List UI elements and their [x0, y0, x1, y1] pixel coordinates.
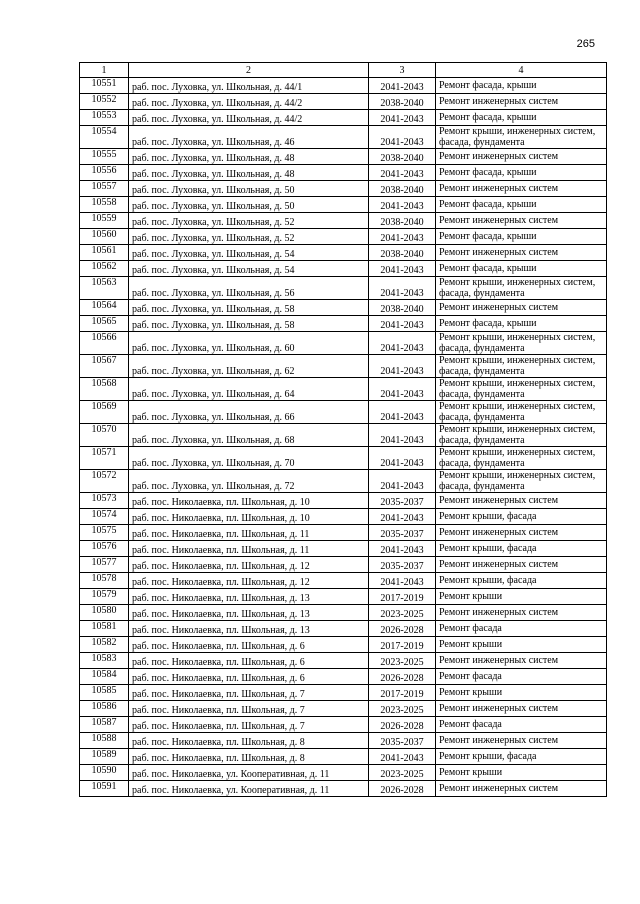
cell-work-type: Ремонт инженерных систем — [436, 701, 607, 717]
table-row — [80, 149, 607, 165]
cell-address: раб. пос. Николаевка, пл. Школьная, д. 8 — [129, 749, 369, 765]
table-row — [80, 765, 607, 781]
cell-period: 2041-2043 — [369, 378, 436, 401]
table-body — [80, 78, 607, 797]
cell-row-number: 10552 — [80, 94, 129, 110]
cell-work-type: Ремонт инженерных систем — [436, 245, 607, 261]
cell-row-number: 10554 — [80, 126, 129, 149]
table-row — [80, 245, 607, 261]
cell-period: 2041-2043 — [369, 509, 436, 525]
cell-address: раб. пос. Николаевка, пл. Школьная, д. 6 — [129, 637, 369, 653]
cell-period: 2041-2043 — [369, 110, 436, 126]
cell-row-number: 10580 — [80, 605, 129, 621]
cell-row-number: 10589 — [80, 749, 129, 765]
cell-address: раб. пос. Луховка, ул. Школьная, д. 50 — [129, 181, 369, 197]
cell-work-type: Ремонт крыши, фасада — [436, 573, 607, 589]
cell-address: раб. пос. Николаевка, пл. Школьная, д. 10 — [129, 493, 369, 509]
cell-work-type: Ремонт инженерных систем — [436, 94, 607, 110]
cell-period: 2038-2040 — [369, 94, 436, 110]
table-row — [80, 229, 607, 245]
cell-period: 2026-2028 — [369, 669, 436, 685]
cell-period: 2035-2037 — [369, 493, 436, 509]
cell-row-number: 10591 — [80, 781, 129, 797]
cell-period: 2041-2043 — [369, 78, 436, 94]
cell-row-number: 10567 — [80, 355, 129, 378]
cell-address: раб. пос. Луховка, ул. Школьная, д. 48 — [129, 149, 369, 165]
cell-period: 2041-2043 — [369, 470, 436, 493]
cell-period: 2041-2043 — [369, 316, 436, 332]
cell-work-type: Ремонт крыши, фасада — [436, 541, 607, 557]
cell-row-number: 10551 — [80, 78, 129, 94]
table-row — [80, 637, 607, 653]
table-row — [80, 701, 607, 717]
cell-period: 2041-2043 — [369, 332, 436, 355]
cell-work-type: Ремонт крыши, инженерных систем, фасада, фундамента — [436, 126, 607, 149]
cell-row-number: 10578 — [80, 573, 129, 589]
cell-address: раб. пос. Луховка, ул. Школьная, д. 52 — [129, 213, 369, 229]
cell-work-type: Ремонт инженерных систем — [436, 653, 607, 669]
cell-address: раб. пос. Николаевка, пл. Школьная, д. 12 — [129, 573, 369, 589]
table-row — [80, 447, 607, 470]
table-row — [80, 717, 607, 733]
cell-work-type: Ремонт крыши, инженерных систем, фасада, фундамента — [436, 401, 607, 424]
table-row — [80, 557, 607, 573]
cell-row-number: 10584 — [80, 669, 129, 685]
table-row — [80, 355, 607, 378]
cell-address: раб. пос. Луховка, ул. Школьная, д. 70 — [129, 447, 369, 470]
cell-address: раб. пос. Николаевка, пл. Школьная, д. 13 — [129, 589, 369, 605]
cell-work-type: Ремонт инженерных систем — [436, 525, 607, 541]
cell-work-type: Ремонт фасада, крыши — [436, 110, 607, 126]
cell-row-number: 10558 — [80, 197, 129, 213]
cell-period: 2017-2019 — [369, 637, 436, 653]
cell-row-number: 10588 — [80, 733, 129, 749]
table-row — [80, 605, 607, 621]
cell-work-type: Ремонт крыши, инженерных систем, фасада, фундамента — [436, 332, 607, 355]
cell-address: раб. пос. Луховка, ул. Школьная, д. 58 — [129, 300, 369, 316]
cell-row-number: 10556 — [80, 165, 129, 181]
cell-address: раб. пос. Николаевка, пл. Школьная, д. 13 — [129, 621, 369, 637]
cell-row-number: 10565 — [80, 316, 129, 332]
cell-period: 2038-2040 — [369, 181, 436, 197]
cell-work-type: Ремонт инженерных систем — [436, 213, 607, 229]
repair-schedule-table — [79, 62, 607, 797]
table-row — [80, 110, 607, 126]
cell-work-type: Ремонт крыши — [436, 637, 607, 653]
table-row — [80, 261, 607, 277]
cell-period: 2035-2037 — [369, 733, 436, 749]
cell-work-type: Ремонт фасада — [436, 717, 607, 733]
cell-row-number: 10572 — [80, 470, 129, 493]
cell-work-type: Ремонт инженерных систем — [436, 181, 607, 197]
cell-period: 2041-2043 — [369, 447, 436, 470]
cell-work-type: Ремонт фасада, крыши — [436, 78, 607, 94]
table-row — [80, 541, 607, 557]
column-header-3: 3 — [369, 63, 436, 78]
cell-period: 2026-2028 — [369, 781, 436, 797]
cell-work-type: Ремонт инженерных систем — [436, 300, 607, 316]
table-row — [80, 277, 607, 300]
table-row — [80, 94, 607, 110]
cell-address: раб. пос. Луховка, ул. Школьная, д. 44/1 — [129, 78, 369, 94]
cell-row-number: 10574 — [80, 509, 129, 525]
cell-row-number: 10555 — [80, 149, 129, 165]
table-row — [80, 181, 607, 197]
cell-row-number: 10575 — [80, 525, 129, 541]
cell-row-number: 10566 — [80, 332, 129, 355]
cell-work-type: Ремонт фасада, крыши — [436, 197, 607, 213]
cell-period: 2041-2043 — [369, 165, 436, 181]
cell-work-type: Ремонт крыши — [436, 589, 607, 605]
table-row — [80, 316, 607, 332]
column-header-1: 1 — [80, 63, 129, 78]
column-header-4: 4 — [436, 63, 607, 78]
cell-address: раб. пос. Луховка, ул. Школьная, д. 44/2 — [129, 110, 369, 126]
column-header-2: 2 — [129, 63, 369, 78]
table-row — [80, 213, 607, 229]
cell-row-number: 10553 — [80, 110, 129, 126]
table-row — [80, 493, 607, 509]
table-row — [80, 589, 607, 605]
cell-period: 2041-2043 — [369, 197, 436, 213]
cell-period: 2017-2019 — [369, 685, 436, 701]
table-row — [80, 332, 607, 355]
table-row — [80, 197, 607, 213]
cell-row-number: 10560 — [80, 229, 129, 245]
cell-work-type: Ремонт крыши, инженерных систем, фасада, фундамента — [436, 355, 607, 378]
cell-address: раб. пос. Луховка, ул. Школьная, д. 44/2 — [129, 94, 369, 110]
cell-work-type: Ремонт крыши, инженерных систем, фасада, фундамента — [436, 378, 607, 401]
table-row — [80, 669, 607, 685]
cell-period: 2041-2043 — [369, 749, 436, 765]
cell-address: раб. пос. Николаевка, пл. Школьная, д. 11 — [129, 525, 369, 541]
cell-work-type: Ремонт крыши, фасада — [436, 749, 607, 765]
cell-address: раб. пос. Луховка, ул. Школьная, д. 68 — [129, 424, 369, 447]
table-row — [80, 653, 607, 669]
cell-work-type: Ремонт фасада, крыши — [436, 261, 607, 277]
cell-period: 2023-2025 — [369, 765, 436, 781]
cell-row-number: 10561 — [80, 245, 129, 261]
cell-address: раб. пос. Луховка, ул. Школьная, д. 54 — [129, 261, 369, 277]
cell-period: 2026-2028 — [369, 621, 436, 637]
cell-address: раб. пос. Луховка, ул. Школьная, д. 46 — [129, 126, 369, 149]
cell-work-type: Ремонт крыши — [436, 765, 607, 781]
cell-row-number: 10564 — [80, 300, 129, 316]
cell-row-number: 10570 — [80, 424, 129, 447]
table-row — [80, 378, 607, 401]
cell-address: раб. пос. Луховка, ул. Школьная, д. 56 — [129, 277, 369, 300]
cell-address: раб. пос. Луховка, ул. Школьная, д. 48 — [129, 165, 369, 181]
cell-row-number: 10563 — [80, 277, 129, 300]
table-header — [80, 63, 607, 78]
cell-work-type: Ремонт крыши, инженерных систем, фасада, фундамента — [436, 424, 607, 447]
cell-row-number: 10579 — [80, 589, 129, 605]
cell-address: раб. пос. Луховка, ул. Школьная, д. 58 — [129, 316, 369, 332]
cell-row-number: 10590 — [80, 765, 129, 781]
cell-period: 2041-2043 — [369, 277, 436, 300]
cell-work-type: Ремонт фасада, крыши — [436, 165, 607, 181]
cell-period: 2041-2043 — [369, 401, 436, 424]
cell-address: раб. пос. Луховка, ул. Школьная, д. 64 — [129, 378, 369, 401]
cell-address: раб. пос. Луховка, ул. Школьная, д. 62 — [129, 355, 369, 378]
cell-period: 2041-2043 — [369, 424, 436, 447]
cell-period: 2038-2040 — [369, 245, 436, 261]
cell-row-number: 10562 — [80, 261, 129, 277]
cell-address: раб. пос. Николаевка, пл. Школьная, д. 11 — [129, 541, 369, 557]
cell-period: 2038-2040 — [369, 213, 436, 229]
cell-period: 2041-2043 — [369, 573, 436, 589]
cell-address: раб. пос. Николаевка, пл. Школьная, д. 13 — [129, 605, 369, 621]
table-row — [80, 749, 607, 765]
cell-address: раб. пос. Николаевка, пл. Школьная, д. 12 — [129, 557, 369, 573]
cell-work-type: Ремонт фасада — [436, 621, 607, 637]
table-row — [80, 78, 607, 94]
cell-address: раб. пос. Николаевка, пл. Школьная, д. 7 — [129, 685, 369, 701]
cell-row-number: 10583 — [80, 653, 129, 669]
cell-row-number: 10581 — [80, 621, 129, 637]
cell-row-number: 10571 — [80, 447, 129, 470]
cell-period: 2023-2025 — [369, 701, 436, 717]
table-row — [80, 733, 607, 749]
table-row — [80, 401, 607, 424]
cell-work-type: Ремонт инженерных систем — [436, 493, 607, 509]
table-row — [80, 165, 607, 181]
cell-period: 2041-2043 — [369, 261, 436, 277]
cell-work-type: Ремонт фасада, крыши — [436, 229, 607, 245]
page-number: 265 — [576, 38, 595, 50]
cell-address: раб. пос. Николаевка, пл. Школьная, д. 7 — [129, 701, 369, 717]
cell-period: 2035-2037 — [369, 557, 436, 573]
cell-work-type: Ремонт крыши — [436, 685, 607, 701]
cell-row-number: 10569 — [80, 401, 129, 424]
cell-work-type: Ремонт крыши, инженерных систем, фасада, фундамента — [436, 470, 607, 493]
cell-address: раб. пос. Николаевка, пл. Школьная, д. 6 — [129, 653, 369, 669]
cell-period: 2041-2043 — [369, 541, 436, 557]
cell-period: 2041-2043 — [369, 229, 436, 245]
cell-period: 2026-2028 — [369, 717, 436, 733]
cell-work-type: Ремонт фасада — [436, 669, 607, 685]
cell-period: 2038-2040 — [369, 300, 436, 316]
cell-row-number: 10582 — [80, 637, 129, 653]
cell-address: раб. пос. Николаевка, ул. Кооперативная, д. 11 — [129, 765, 369, 781]
cell-work-type: Ремонт инженерных систем — [436, 557, 607, 573]
cell-period: 2038-2040 — [369, 149, 436, 165]
cell-period: 2017-2019 — [369, 589, 436, 605]
cell-row-number: 10587 — [80, 717, 129, 733]
table-row — [80, 509, 607, 525]
table-row — [80, 126, 607, 149]
cell-address: раб. пос. Луховка, ул. Школьная, д. 54 — [129, 245, 369, 261]
cell-row-number: 10586 — [80, 701, 129, 717]
cell-address: раб. пос. Николаевка, пл. Школьная, д. 10 — [129, 509, 369, 525]
table-row — [80, 424, 607, 447]
table-row — [80, 470, 607, 493]
cell-address: раб. пос. Луховка, ул. Школьная, д. 50 — [129, 197, 369, 213]
table-row — [80, 573, 607, 589]
cell-work-type: Ремонт инженерных систем — [436, 733, 607, 749]
cell-period: 2041-2043 — [369, 126, 436, 149]
cell-work-type: Ремонт фасада, крыши — [436, 316, 607, 332]
table-row — [80, 685, 607, 701]
cell-address: раб. пос. Луховка, ул. Школьная, д. 60 — [129, 332, 369, 355]
cell-address: раб. пос. Луховка, ул. Школьная, д. 72 — [129, 470, 369, 493]
cell-address: раб. пос. Луховка, ул. Школьная, д. 52 — [129, 229, 369, 245]
cell-work-type: Ремонт инженерных систем — [436, 149, 607, 165]
table-row — [80, 621, 607, 637]
cell-work-type: Ремонт инженерных систем — [436, 781, 607, 797]
cell-period: 2023-2025 — [369, 653, 436, 669]
cell-row-number: 10557 — [80, 181, 129, 197]
table-row — [80, 300, 607, 316]
cell-address: раб. пос. Луховка, ул. Школьная, д. 66 — [129, 401, 369, 424]
table-row — [80, 781, 607, 797]
cell-address: раб. пос. Николаевка, ул. Кооперативная, д. 11 — [129, 781, 369, 797]
cell-work-type: Ремонт крыши, фасада — [436, 509, 607, 525]
cell-period: 2023-2025 — [369, 605, 436, 621]
cell-work-type: Ремонт крыши, инженерных систем, фасада, фундамента — [436, 447, 607, 470]
cell-row-number: 10585 — [80, 685, 129, 701]
cell-address: раб. пос. Николаевка, пл. Школьная, д. 6 — [129, 669, 369, 685]
cell-period: 2041-2043 — [369, 355, 436, 378]
header-row — [80, 63, 607, 78]
cell-row-number: 10568 — [80, 378, 129, 401]
cell-row-number: 10559 — [80, 213, 129, 229]
cell-address: раб. пос. Николаевка, пл. Школьная, д. 7 — [129, 717, 369, 733]
table-row — [80, 525, 607, 541]
cell-row-number: 10576 — [80, 541, 129, 557]
cell-row-number: 10577 — [80, 557, 129, 573]
cell-address: раб. пос. Николаевка, пл. Школьная, д. 8 — [129, 733, 369, 749]
cell-work-type: Ремонт инженерных систем — [436, 605, 607, 621]
cell-period: 2035-2037 — [369, 525, 436, 541]
cell-work-type: Ремонт крыши, инженерных систем, фасада, фундамента — [436, 277, 607, 300]
cell-row-number: 10573 — [80, 493, 129, 509]
